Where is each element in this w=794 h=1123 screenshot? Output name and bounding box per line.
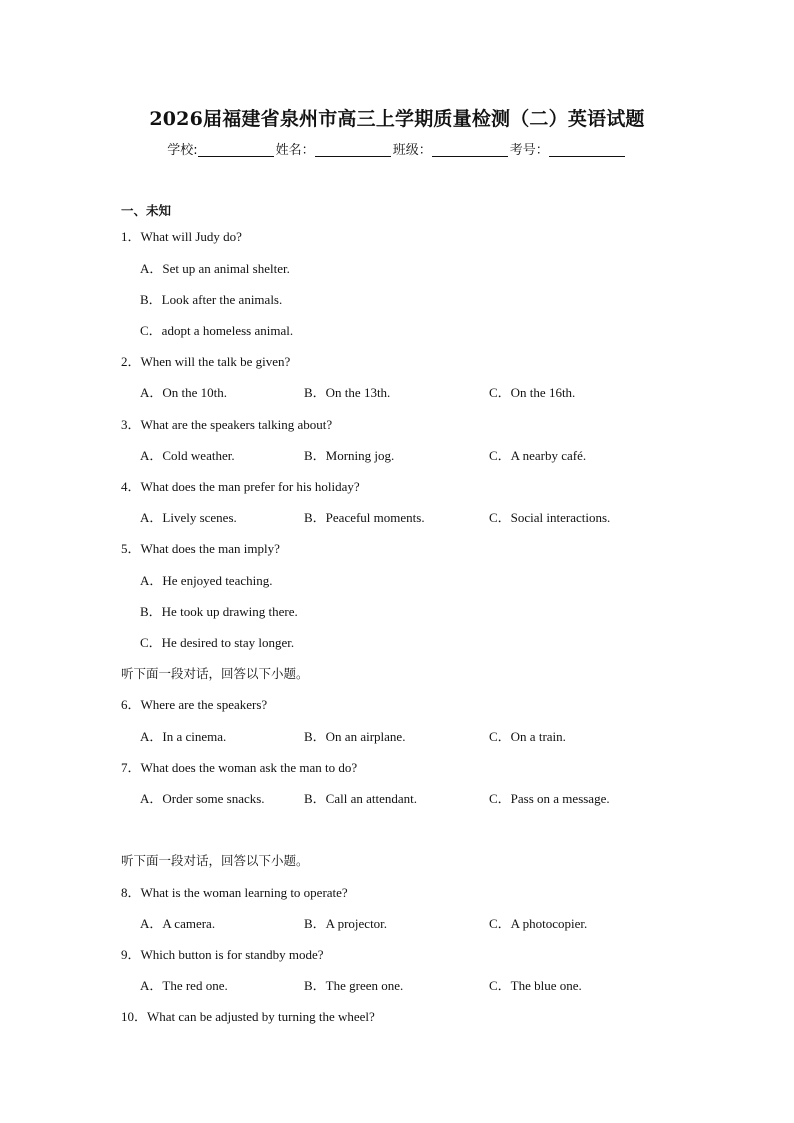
option-a: A．Order some snacks. (140, 791, 265, 806)
school-blank[interactable] (198, 143, 274, 157)
option-b: B．On an airplane. (304, 729, 406, 744)
exam-number-blank[interactable] (549, 143, 625, 157)
exam-number-label: 考号： (509, 143, 549, 158)
listening-instruction: 听下面一段对话，回答以下小题。 (121, 666, 309, 681)
option-b: B．Look after the animals. (140, 292, 283, 307)
option-a: A．Cold weather. (140, 448, 235, 463)
question-stem: 4．What does the man prefer for his holiday? (121, 479, 360, 494)
listening-instruction: 听下面一段对话，回答以下小题。 (121, 853, 309, 868)
student-info-line (0, 139, 794, 158)
option-a: A．On the 10th. (140, 385, 228, 400)
option-b: B．Morning jog. (304, 448, 395, 463)
option-c: C．On a train. (489, 729, 566, 744)
class-label: 班级： (392, 143, 432, 158)
option-a: A．A camera. (140, 916, 216, 931)
name-blank[interactable] (315, 143, 391, 157)
question-stem: 2．When will the talk be given? (121, 354, 291, 369)
option-a: A．He enjoyed teaching. (140, 573, 273, 588)
school-label: 学校: (167, 143, 198, 158)
option-c: C．A photocopier. (489, 916, 588, 931)
option-b: B．A projector. (304, 916, 388, 931)
option-a: A．In a cinema. (140, 729, 227, 744)
option-c: C．On the 16th. (489, 385, 576, 400)
question-stem: 8．What is the woman learning to operate? (121, 885, 348, 900)
question-stem: 9．Which button is for standby mode? (121, 947, 324, 962)
option-b: B．Peaceful moments. (304, 510, 425, 525)
section-heading: 一、未知 (121, 203, 172, 218)
question-stem: 5．What does the man imply? (121, 541, 280, 556)
class-blank[interactable] (432, 143, 508, 157)
option-c: C．A nearby café. (489, 448, 587, 463)
option-a: A．Set up an animal shelter. (140, 261, 290, 276)
option-b: B．Call an attendant. (304, 791, 418, 806)
option-c: C．Social interactions. (489, 510, 611, 525)
question-stem: 10．What can be adjusted by turning the wheel? (121, 1009, 375, 1024)
option-c: C．Pass on a message. (489, 791, 610, 806)
option-a: A．The red one. (140, 978, 228, 993)
question-stem: 7．What does the woman ask the man to do? (121, 760, 358, 775)
option-b: B．The green one. (304, 978, 404, 993)
question-stem: 6．Where are the speakers? (121, 697, 268, 712)
option-c: C．He desired to stay longer. (140, 635, 295, 650)
document-title: 2026届福建省泉州市高三上学期质量检测（二）英语试题 (149, 108, 645, 130)
option-b: B．On the 13th. (304, 385, 391, 400)
question-stem: 3．What are the speakers talking about? (121, 417, 333, 432)
option-a: A．Lively scenes. (140, 510, 237, 525)
option-b: B．He took up drawing there. (140, 604, 298, 619)
question-stem: 1．What will Judy do? (121, 229, 242, 244)
option-c: C．The blue one. (489, 978, 582, 993)
option-c: C．adopt a homeless animal. (140, 323, 294, 338)
name-label: 姓名： (275, 143, 315, 158)
